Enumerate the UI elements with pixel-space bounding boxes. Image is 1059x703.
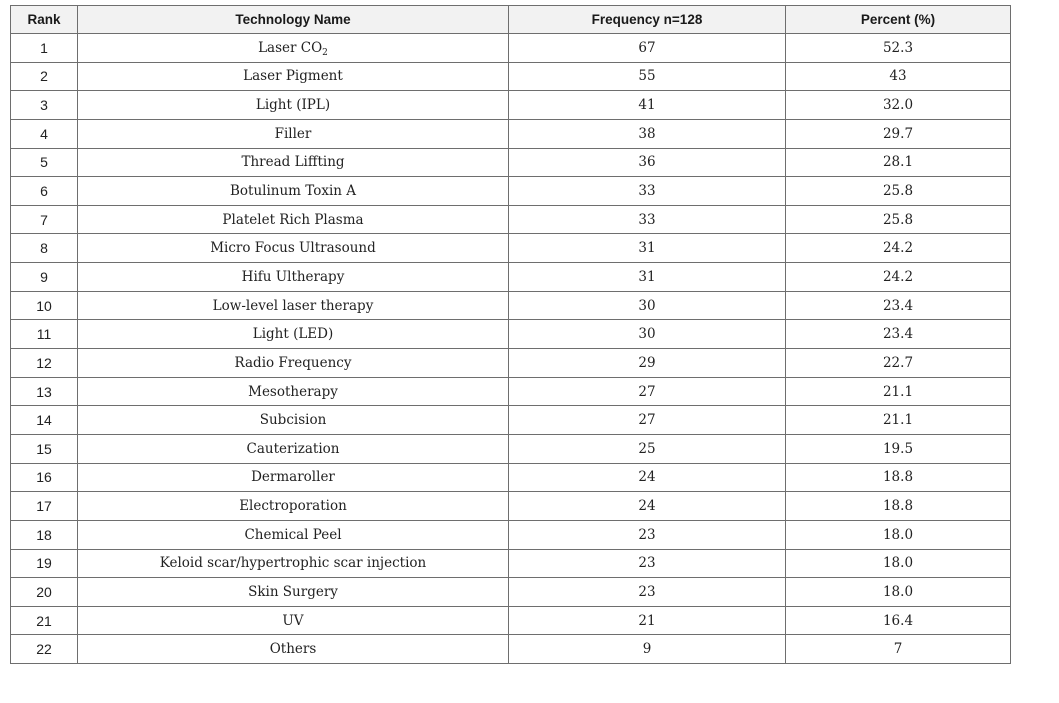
percent-cell: 24.2: [786, 234, 1011, 263]
technology-name-cell: Platelet Rich Plasma: [78, 205, 509, 234]
table-row: [11, 34, 1011, 63]
technology-name-cell: Botulinum Toxin A: [78, 177, 509, 206]
percent-cell: 7: [786, 635, 1011, 664]
table-row: [11, 91, 1011, 120]
technology-name-cell: Light (LED): [78, 320, 509, 349]
rank-cell: 9: [11, 263, 78, 292]
table-row: [11, 62, 1011, 91]
frequency-cell: 23: [509, 578, 786, 607]
technology-name-cell: Keloid scar/hypertrophic scar injection: [78, 549, 509, 578]
frequency-cell: 24: [509, 492, 786, 521]
table-row: [11, 549, 1011, 578]
frequency-cell: 23: [509, 520, 786, 549]
frequency-cell: 67: [509, 34, 786, 63]
header-technology-name: Technology Name: [78, 6, 509, 34]
rank-cell: 6: [11, 177, 78, 206]
table-row: [11, 578, 1011, 607]
technology-name-cell: Light (IPL): [78, 91, 509, 120]
table-row: [11, 234, 1011, 263]
frequency-cell: 9: [509, 635, 786, 664]
rank-cell: 22: [11, 635, 78, 664]
table-row: [11, 177, 1011, 206]
table-row: [11, 320, 1011, 349]
percent-cell: 18.8: [786, 492, 1011, 521]
technology-name-cell: Hifu Ultherapy: [78, 263, 509, 292]
percent-cell: 18.0: [786, 520, 1011, 549]
table-row: [11, 520, 1011, 549]
technology-name-text: Laser CO: [258, 39, 323, 56]
rank-cell: 1: [11, 34, 78, 63]
rank-cell: 12: [11, 349, 78, 378]
percent-cell: 28.1: [786, 148, 1011, 177]
table-row: [11, 606, 1011, 635]
table-row: [11, 291, 1011, 320]
technology-name-cell: Filler: [78, 119, 509, 148]
table-row: [11, 377, 1011, 406]
percent-cell: 25.8: [786, 177, 1011, 206]
frequency-cell: 27: [509, 406, 786, 435]
technology-name-cell: Electroporation: [78, 492, 509, 521]
frequency-cell: 36: [509, 148, 786, 177]
table-row: [11, 406, 1011, 435]
technology-name-cell: Subcision: [78, 406, 509, 435]
frequency-cell: 24: [509, 463, 786, 492]
rank-cell: 3: [11, 91, 78, 120]
table-header-row: [11, 6, 1011, 34]
frequency-cell: 29: [509, 349, 786, 378]
percent-cell: 23.4: [786, 291, 1011, 320]
frequency-cell: 25: [509, 434, 786, 463]
frequency-cell: 31: [509, 234, 786, 263]
frequency-cell: 41: [509, 91, 786, 120]
percent-cell: 19.5: [786, 434, 1011, 463]
technology-name-cell: Thread Liffting: [78, 148, 509, 177]
rank-cell: 11: [11, 320, 78, 349]
rank-cell: 13: [11, 377, 78, 406]
subscript-text: 2: [322, 47, 328, 58]
table-row: [11, 463, 1011, 492]
frequency-cell: 21: [509, 606, 786, 635]
technology-name-cell: Chemical Peel: [78, 520, 509, 549]
technology-name-cell: Cauterization: [78, 434, 509, 463]
table-row: [11, 434, 1011, 463]
table-row: [11, 119, 1011, 148]
technology-name-cell: Radio Frequency: [78, 349, 509, 378]
technology-name-cell: Dermaroller: [78, 463, 509, 492]
percent-cell: 29.7: [786, 119, 1011, 148]
header-rank: Rank: [11, 6, 78, 34]
rank-cell: 15: [11, 434, 78, 463]
rank-cell: 20: [11, 578, 78, 607]
table-row: [11, 349, 1011, 378]
percent-cell: 52.3: [786, 34, 1011, 63]
percent-cell: 18.8: [786, 463, 1011, 492]
percent-cell: 21.1: [786, 406, 1011, 435]
frequency-cell: 55: [509, 62, 786, 91]
header-percent: Percent (%): [786, 6, 1011, 34]
frequency-cell: 33: [509, 177, 786, 206]
frequency-cell: 30: [509, 320, 786, 349]
technology-name-cell: UV: [78, 606, 509, 635]
percent-cell: 21.1: [786, 377, 1011, 406]
technology-name-cell: Skin Surgery: [78, 578, 509, 607]
percent-cell: 25.8: [786, 205, 1011, 234]
table-row: [11, 205, 1011, 234]
technology-name-cell: Others: [78, 635, 509, 664]
rank-cell: 5: [11, 148, 78, 177]
rank-cell: 2: [11, 62, 78, 91]
technology-name-cell: Laser Pigment: [78, 62, 509, 91]
frequency-cell: 31: [509, 263, 786, 292]
rank-cell: 14: [11, 406, 78, 435]
percent-cell: 22.7: [786, 349, 1011, 378]
rank-cell: 4: [11, 119, 78, 148]
technology-name-cell: Micro Focus Ultrasound: [78, 234, 509, 263]
rank-cell: 18: [11, 520, 78, 549]
table-row: [11, 492, 1011, 521]
rank-cell: 10: [11, 291, 78, 320]
frequency-cell: 38: [509, 119, 786, 148]
rank-cell: 8: [11, 234, 78, 263]
frequency-cell: 23: [509, 549, 786, 578]
technology-name-cell: Mesotherapy: [78, 377, 509, 406]
rank-cell: 17: [11, 492, 78, 521]
table-row: [11, 635, 1011, 664]
technology-name-cell: [78, 34, 509, 63]
table-row: [11, 148, 1011, 177]
percent-cell: 23.4: [786, 320, 1011, 349]
frequency-cell: 27: [509, 377, 786, 406]
rank-cell: 21: [11, 606, 78, 635]
rank-cell: 19: [11, 549, 78, 578]
percent-cell: 32.0: [786, 91, 1011, 120]
technology-name-cell: Low-level laser therapy: [78, 291, 509, 320]
header-frequency: Frequency n=128: [509, 6, 786, 34]
frequency-cell: 33: [509, 205, 786, 234]
rank-cell: 7: [11, 205, 78, 234]
frequency-cell: 30: [509, 291, 786, 320]
table-row: [11, 263, 1011, 292]
percent-cell: 16.4: [786, 606, 1011, 635]
rank-cell: 16: [11, 463, 78, 492]
percent-cell: 43: [786, 62, 1011, 91]
technology-frequency-table: [10, 5, 1011, 664]
percent-cell: 24.2: [786, 263, 1011, 292]
percent-cell: 18.0: [786, 549, 1011, 578]
percent-cell: 18.0: [786, 578, 1011, 607]
